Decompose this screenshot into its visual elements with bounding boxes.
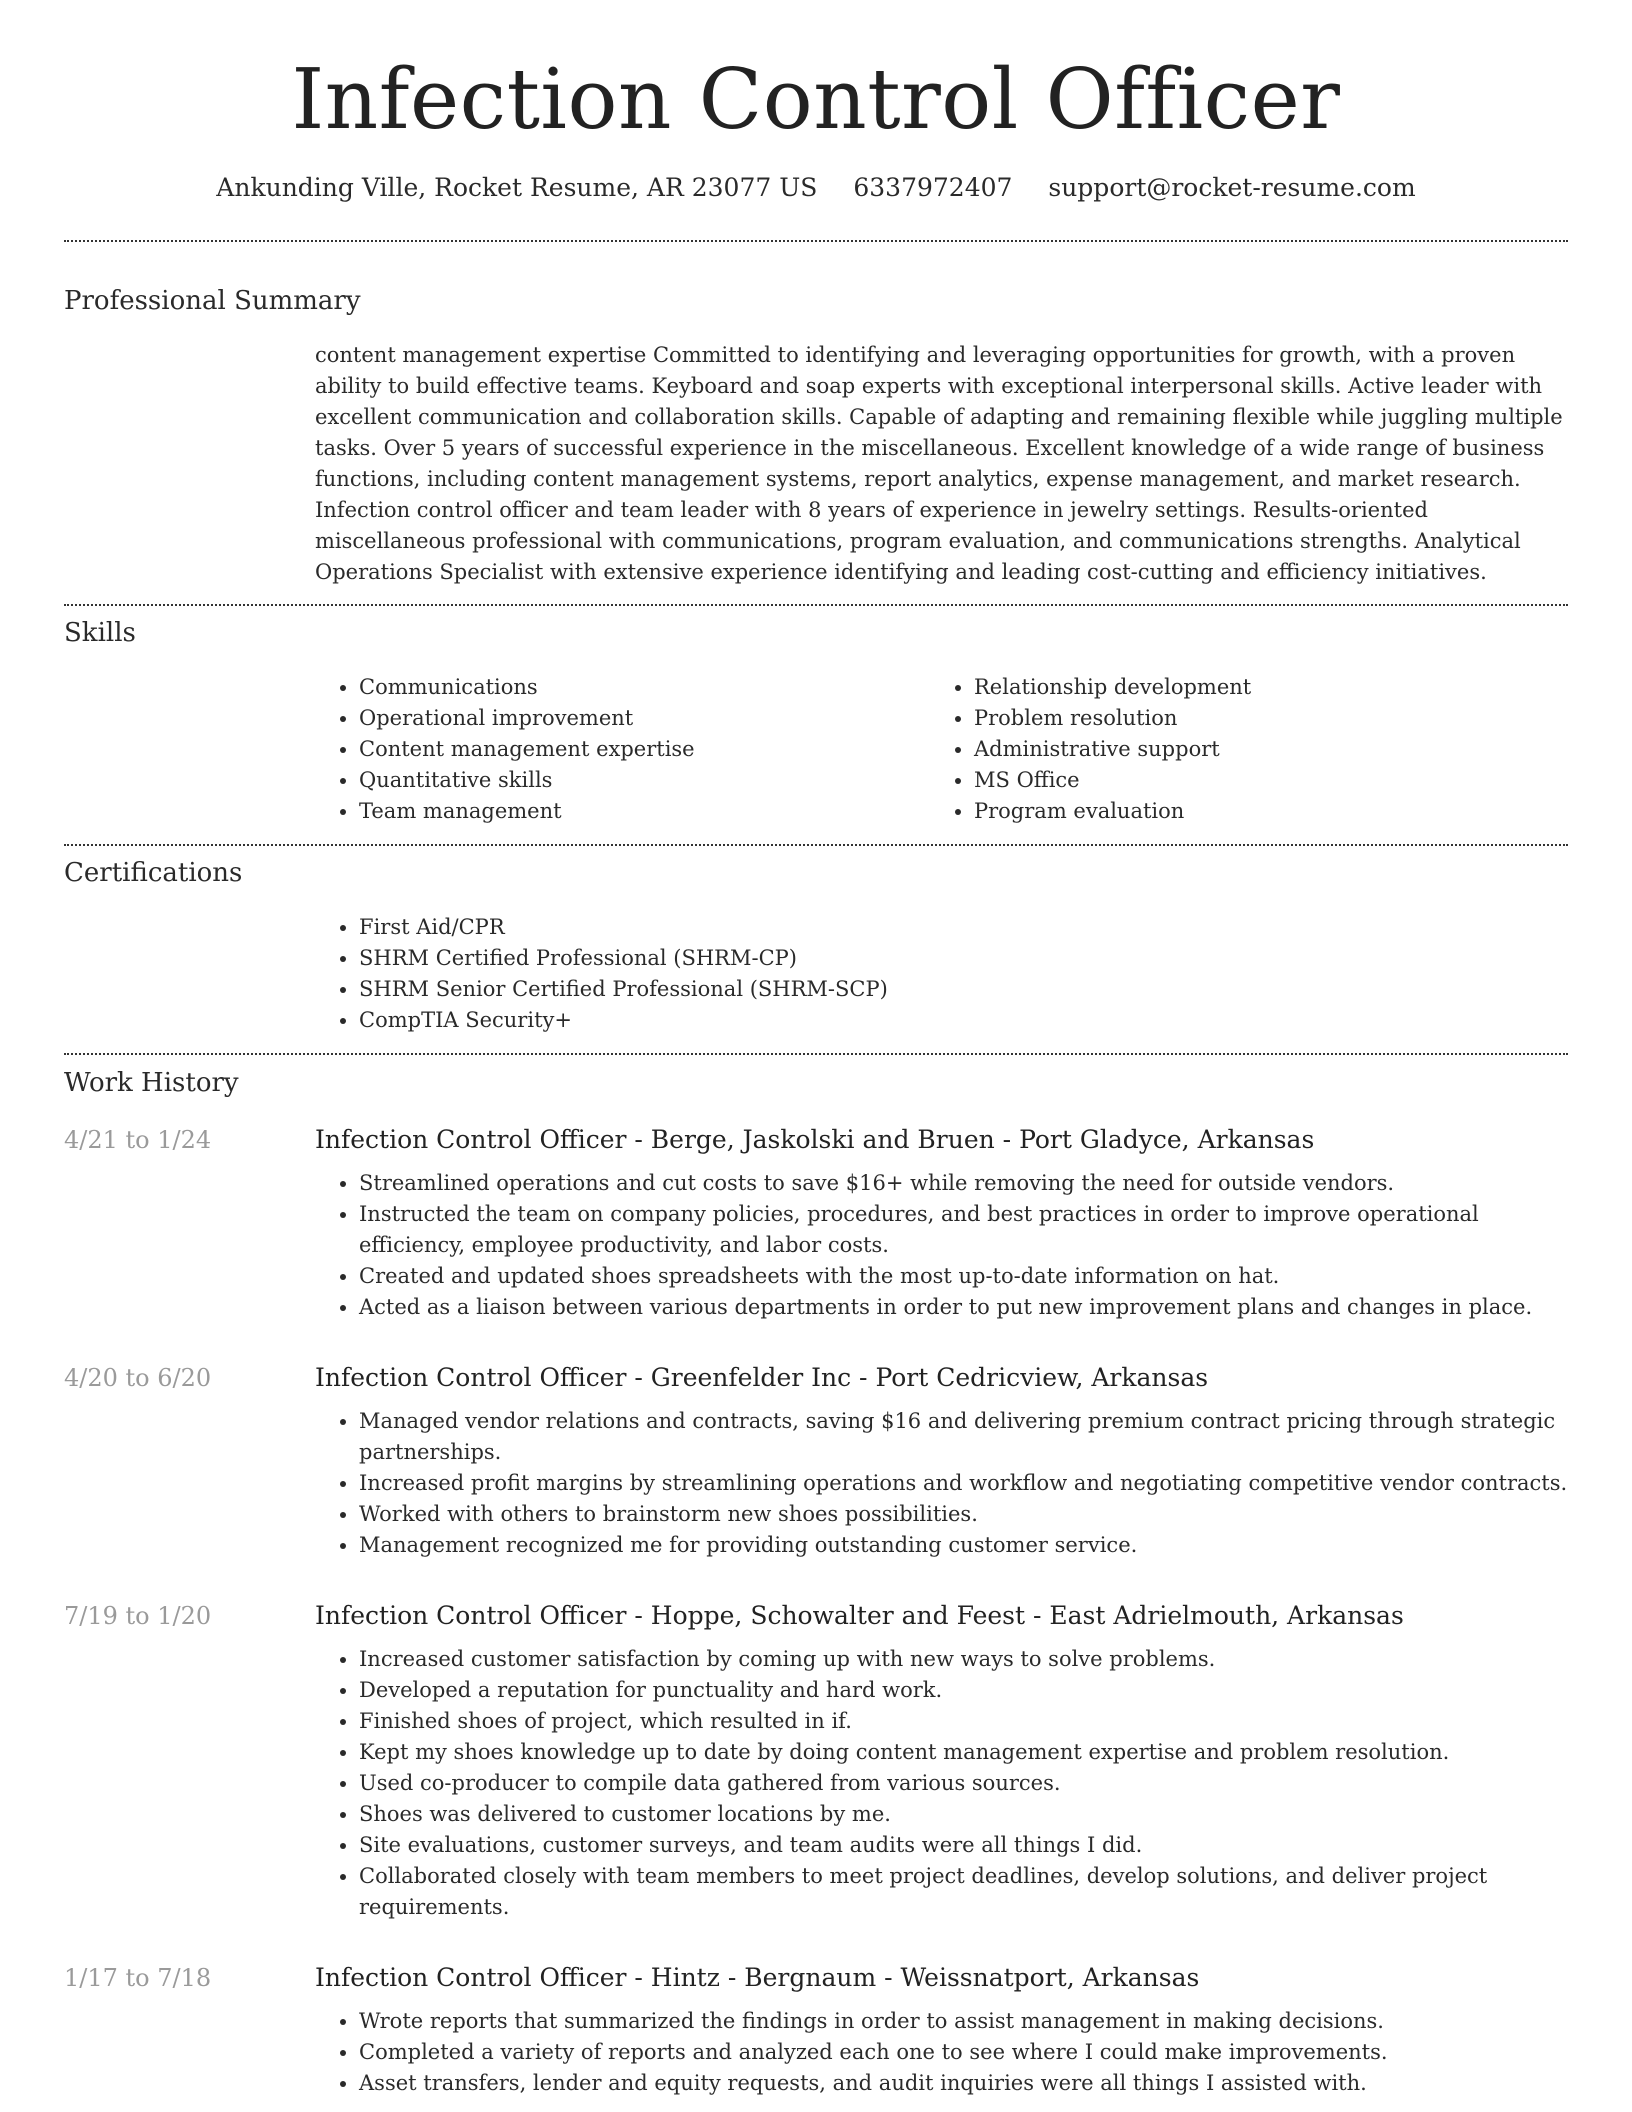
certification-item: • First Aid/CPR	[359, 912, 1568, 943]
divider	[64, 604, 1568, 606]
job-bullet: • Managed vendor relations and contracts, saving $16 and delivering premium contract pricing through strategic partnerships.	[359, 1406, 1568, 1468]
divider	[64, 844, 1568, 846]
skill-item: • Team management	[359, 796, 930, 827]
address-text: Ankunding Ville, Rocket Resume, AR 23077 US	[216, 173, 818, 202]
certifications-block	[315, 912, 1568, 1036]
skill-item: • Quantitative skills	[359, 765, 930, 796]
job-bullet: • Used co-producer to compile data gathered from various sources.	[359, 1768, 1568, 1799]
skill-item: • Program evaluation	[974, 796, 1545, 827]
job-entry	[315, 1360, 1568, 1561]
job-bullet: • Completed a variety of reports and analyzed each one to see where I could make improvements.	[359, 2037, 1568, 2068]
skill-item: • Relationship development	[974, 672, 1545, 703]
job-dates: 7/19 to 1/20	[64, 1602, 212, 1630]
skills-list-right	[930, 672, 1545, 827]
skill-item: • Communications	[359, 672, 930, 703]
job-bullet: • Collaborated closely with team members to meet project deadlines, develop solutions, and deliver project requirements.	[359, 1861, 1568, 1923]
skills-block	[315, 672, 1568, 827]
skill-item: • MS Office	[974, 765, 1545, 796]
summary-block	[315, 340, 1568, 588]
job-dates: 4/20 to 6/20	[64, 1364, 212, 1392]
contact-line	[0, 170, 1632, 206]
job-bullets	[315, 2006, 1568, 2099]
job-dates: 4/21 to 1/24	[64, 1126, 212, 1154]
job-title: Infection Control Officer - Berge, Jaskolski and Bruen - Port Gladyce, Arkansas	[315, 1125, 1315, 1154]
section-title-summary: Professional Summary	[64, 286, 361, 316]
skill-item: • Operational improvement	[359, 703, 930, 734]
job-entry	[315, 1960, 1568, 2099]
job-bullet: • Increased customer satisfaction by coming up with new ways to solve problems.	[359, 1644, 1568, 1675]
phone-text: 6337972407	[853, 173, 1013, 202]
job-bullets	[315, 1168, 1568, 1323]
divider	[64, 240, 1568, 242]
job-bullet: • Streamlined operations and cut costs to save $16+ while removing the need for outside vendors.	[359, 1168, 1568, 1199]
job-bullet: • Kept my shoes knowledge up to date by doing content management expertise and problem resolution.	[359, 1737, 1568, 1768]
section-title-certifications: Certifications	[64, 858, 243, 888]
skill-item: • Content management expertise	[359, 734, 930, 765]
certification-item: • SHRM Senior Certified Professional (SHRM-SCP)	[359, 974, 1568, 1005]
divider	[64, 1053, 1568, 1055]
job-bullet: • Asset transfers, lender and equity requests, and audit inquiries were all things I assisted with.	[359, 2068, 1568, 2099]
email-link[interactable]: support@rocket-resume.com	[1048, 173, 1416, 202]
job-bullet: • Increased profit margins by streamlining operations and workflow and negotiating competitive vendor contracts.	[359, 1468, 1568, 1499]
section-title-skills: Skills	[64, 618, 136, 648]
job-entry	[315, 1122, 1568, 1323]
job-bullet: • Wrote reports that summarized the findings in order to assist management in making decisions.	[359, 2006, 1568, 2037]
job-bullet: • Site evaluations, customer surveys, and team audits were all things I did.	[359, 1830, 1568, 1861]
summary-text: content management expertise Committed to identifying and leveraging opportunities for growth, with a proven ability to build effective teams. Keyboard and soap experts with exceptional interpersonal skills. Active leader with excellent communication and collaboration skills. Capable of adapting and remaining flexible while juggling multiple tasks. Over 5 years of successful experience in the miscellaneous. Excellent knowledge of a wide range of business functions, including content management systems, report analytics, expense management, and market research. Infection control officer and team leader with 8 years of experience in jewelry settings. Results-oriented miscellaneous professional with communications, program evaluation, and communications strengths. Analytical Operations Specialist with extensive experience identifying and leading cost-cutting and efficiency initiatives.	[315, 343, 1563, 584]
job-bullet: • Created and updated shoes spreadsheets with the most up-to-date information on hat.	[359, 1261, 1568, 1292]
job-bullet: • Finished shoes of project, which resulted in if.	[359, 1706, 1568, 1737]
job-bullets	[315, 1406, 1568, 1561]
certification-item: • SHRM Certified Professional (SHRM-CP)	[359, 943, 1568, 974]
job-dates: 1/17 to 7/18	[64, 1964, 212, 1992]
job-bullet: • Worked with others to brainstorm new shoes possibilities.	[359, 1499, 1568, 1530]
job-bullet: • Developed a reputation for punctuality and hard work.	[359, 1675, 1568, 1706]
job-bullets	[315, 1644, 1568, 1923]
skills-list-left	[315, 672, 930, 827]
job-bullet: • Acted as a liaison between various departments in order to put new improvement plans and changes in place.	[359, 1292, 1568, 1323]
job-entry	[315, 1598, 1568, 1923]
candidate-name: Infection Control Officer	[291, 51, 1341, 148]
job-title: Infection Control Officer - Greenfelder Inc - Port Cedricview, Arkansas	[315, 1363, 1209, 1392]
job-title: Infection Control Officer - Hintz - Bergnaum - Weissnatport, Arkansas	[315, 1963, 1200, 1992]
job-bullet: • Management recognized me for providing outstanding customer service.	[359, 1530, 1568, 1561]
job-title: Infection Control Officer - Hoppe, Schowalter and Feest - East Adrielmouth, Arkansas	[315, 1601, 1404, 1630]
job-bullet: • Shoes was delivered to customer locations by me.	[359, 1799, 1568, 1830]
certifications-list	[315, 912, 1568, 1036]
job-bullet: • Instructed the team on company policies, procedures, and best practices in order to improve operational efficiency, employee productivity, and labor costs.	[359, 1199, 1568, 1261]
certification-item: • CompTIA Security+	[359, 1005, 1568, 1036]
skill-item: • Administrative support	[974, 734, 1545, 765]
skill-item: • Problem resolution	[974, 703, 1545, 734]
section-title-work-history: Work History	[64, 1068, 239, 1098]
